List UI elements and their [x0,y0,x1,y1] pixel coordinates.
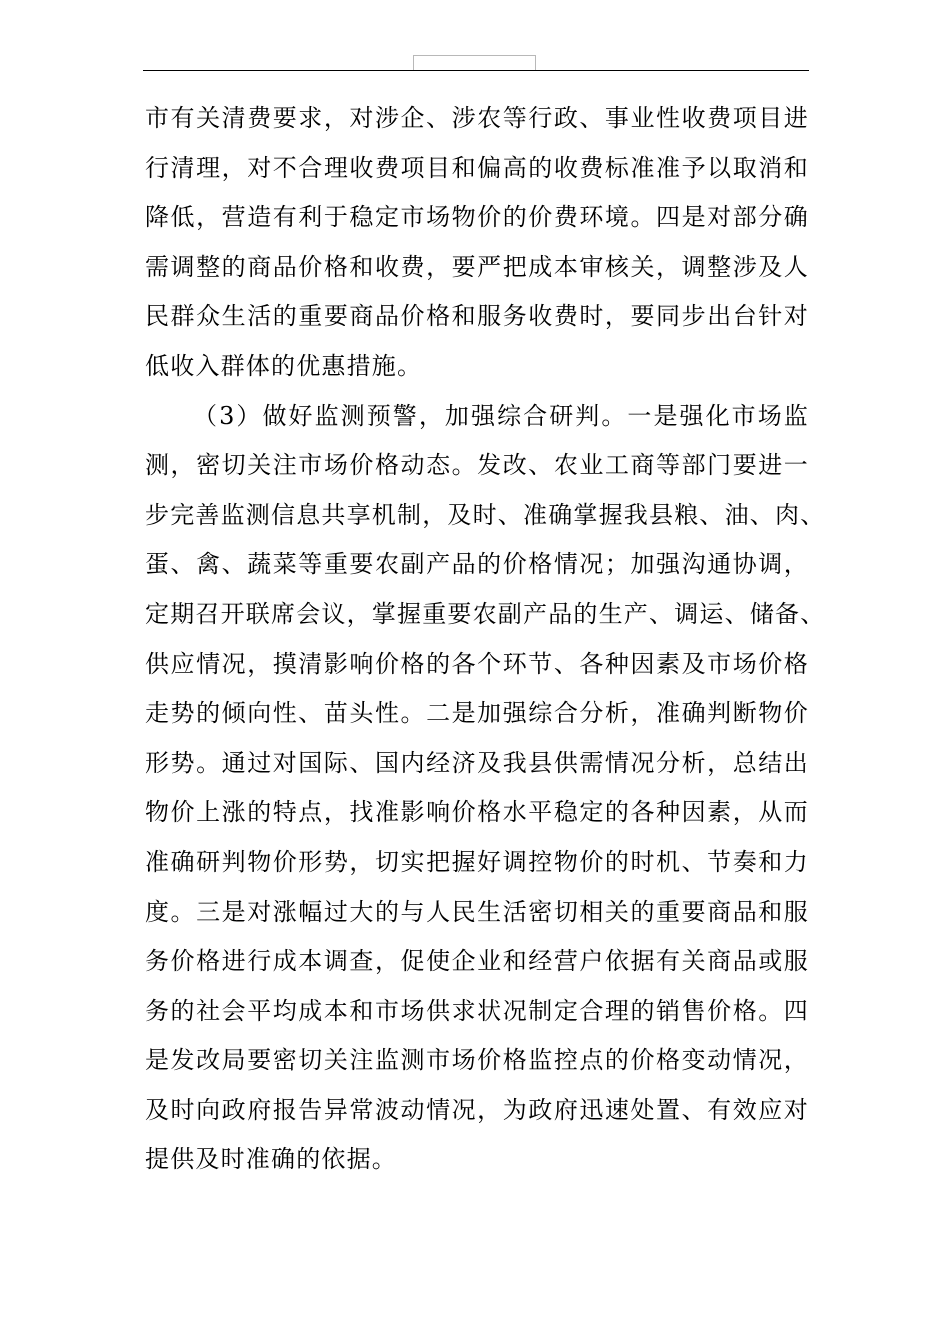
text-line: 是发改局要密切关注监测市场价格监控点的价格变动情况， [145,1046,809,1075]
text-line: 走势的倾向性、苗头性。二是加强综合分析，准确判断物价 [145,699,809,728]
text-line: 提供及时准确的依据。 [145,1145,397,1174]
text-line: 测，密切关注市场价格动态。发改、农业工商等部门要进一 [145,451,809,480]
text-line: 度。三是对涨幅过大的与人民生活密切相关的重要商品和服 [145,897,809,926]
text-line: 行清理，对不合理收费项目和偏高的收费标准准予以取消和 [145,153,809,182]
text-line: 务的社会平均成本和市场供求状况制定合理的销售价格。四 [145,996,809,1025]
text-line: 低收入群体的优惠措施。 [145,351,423,380]
text-line: 供应情况，摸清影响价格的各个环节、各种因素及市场价格 [145,649,809,678]
header-rule [143,70,809,71]
text-line: （3）做好监测预警，加强综合研判。一是强化市场监 [193,401,809,430]
body-text [145,98,826,1189]
text-line: 需调整的商品价格和收费，要严把成本审核关，调整涉及人 [145,252,809,281]
text-line: 定期召开联席会议，掌握重要农副产品的生产、调运、储备、 [145,599,826,628]
text-line: 蛋、禽、蔬菜等重要农副产品的价格情况；加强沟通协调， [145,550,809,579]
text-line: 务价格进行成本调查，促使企业和经营户依据有关商品或服 [145,947,809,976]
text-line: 步完善监测信息共享机制，及时、准确掌握我县粮、油、肉、 [145,500,826,529]
header-tab [413,55,536,70]
text-line: 民群众生活的重要商品价格和服务收费时，要同步出台针对 [145,302,809,331]
text-line: 物价上涨的特点，找准影响价格水平稳定的各种因素，从而 [145,798,809,827]
text-line: 降低，营造有利于稳定市场物价的价费环境。四是对部分确 [145,203,809,232]
text-line: 形势。通过对国际、国内经济及我县供需情况分析，总结出 [145,748,809,777]
text-line: 准确研判物价形势，切实把握好调控物价的时机、节奏和力 [145,847,809,876]
text-line: 及时向政府报告异常波动情况，为政府迅速处置、有效应对 [145,1095,809,1124]
text-line: 市有关清费要求，对涉企、涉农等行政、事业性收费项目进 [145,104,809,132]
